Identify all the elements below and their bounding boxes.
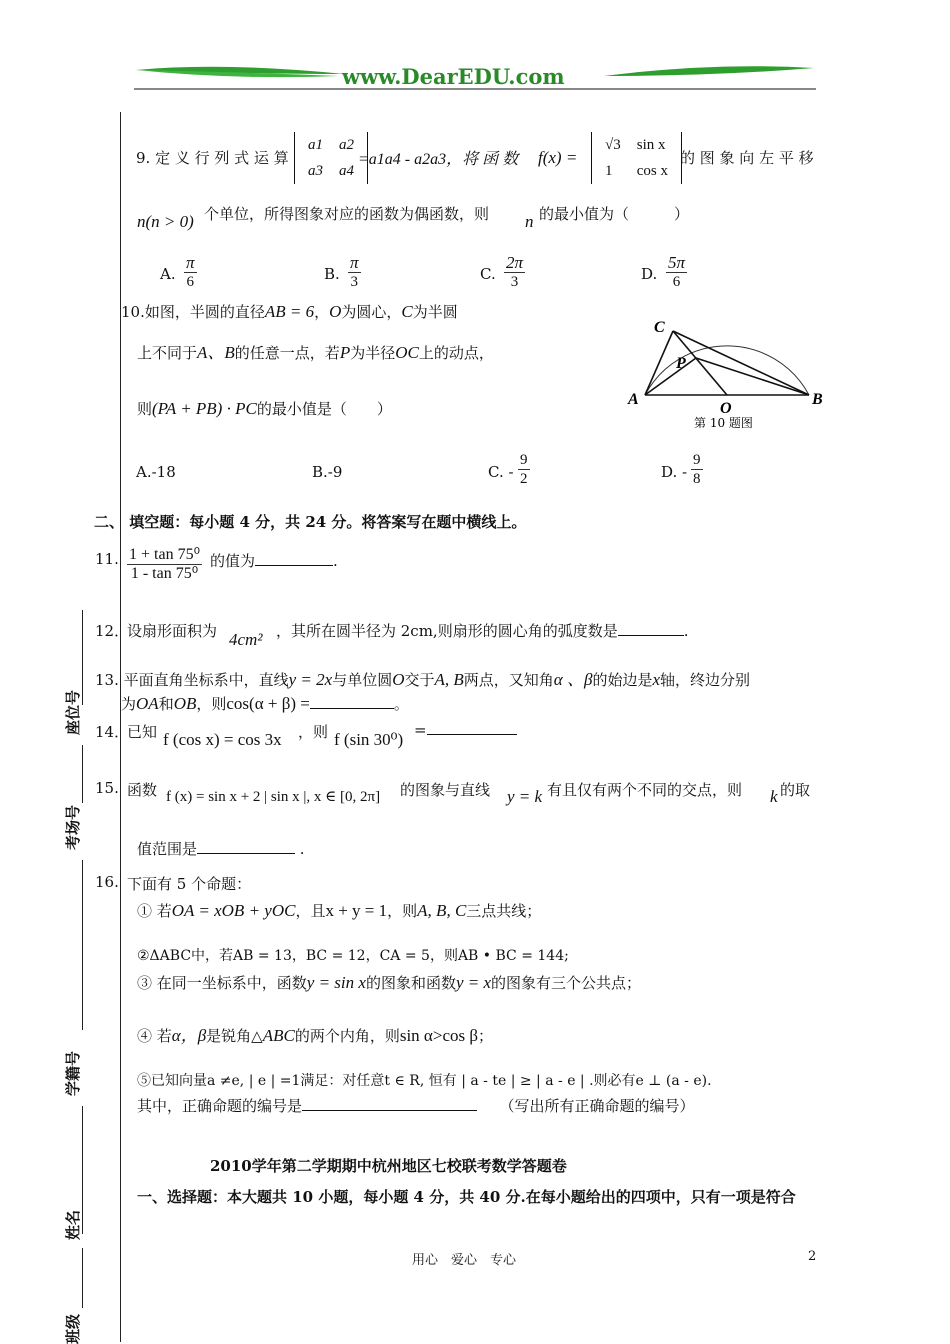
q12-text-b [276, 620, 689, 641]
math: x + y = 1 [325, 901, 388, 920]
math: sin α [399, 1026, 433, 1045]
q16-statement-4 [137, 1021, 493, 1046]
math: α，β [171, 1026, 207, 1045]
text: 上不同于 [137, 344, 198, 362]
q9-option-b-frac [348, 254, 361, 291]
text: （写出所有正确命题的编号） [507, 1097, 695, 1115]
math: O [392, 670, 405, 689]
q9-determinant-def [294, 132, 368, 184]
q16-closing [137, 1095, 695, 1116]
q9-option-c-label: C. [480, 265, 496, 283]
text: . [299, 840, 305, 858]
q15-text-d: 的取 [780, 781, 811, 799]
label-o: O [720, 400, 732, 417]
exam-room-label: 考场号 [64, 804, 82, 850]
q9-option-b-label: B. [324, 265, 340, 283]
fdet-sqrt3: √3 [605, 137, 621, 153]
q10-line1 [121, 301, 458, 322]
frac-den: 1 - tan 75⁰ [130, 565, 199, 582]
q16-statement-5: ⑤已知向量a ≠e, | e | =1满足：对任意t ∈ R, 恒有 | a - te | ≥ | a - e | .则必有e ⊥ (a - e). [137, 1073, 712, 1089]
q14-math-1: f (cos x) = cos 3x [163, 730, 282, 749]
answer-sheet-title: 2010学年第二学期期中杭州地区七校联考数学答题卷 [210, 1157, 567, 1175]
q12-answer-blank[interactable] [618, 621, 684, 636]
text: ③ 在同一坐标系中，函数 [137, 974, 307, 992]
text: ① 若 [137, 902, 172, 920]
q14-answer-blank[interactable] [427, 720, 517, 735]
text: 与单位圆 [332, 671, 393, 689]
q12-number: 12． [95, 622, 130, 640]
math: A, B [434, 670, 464, 689]
text: 交于 [404, 671, 435, 689]
footer-slogan: 用心 爱心 专心 [412, 1253, 517, 1268]
q16-statement-2: ②ΔABC中，若AB = 13，BC = 12，CA = 5，则AB • BC = 144; [137, 948, 569, 964]
text: = [414, 721, 427, 739]
math: y = 2x [288, 670, 333, 689]
q9-prefix: 9. 定 义 行 列 式 运 算 [136, 149, 289, 167]
math-c: C [401, 302, 413, 321]
math-o: O [329, 302, 342, 321]
q16-number: 16. [95, 873, 119, 891]
text: ，则 [387, 902, 418, 920]
q9-det-table [294, 132, 368, 184]
frac-den: 2 [520, 471, 528, 487]
q12-area: 4cm² [229, 630, 263, 649]
text: ④ 若 [137, 1027, 172, 1045]
q11-fraction [127, 546, 202, 583]
frac-num: 2π [506, 253, 524, 272]
math-ab: AB = 6 [264, 302, 315, 321]
text: 的值为 [210, 552, 256, 570]
q9-line2-text: 个单位，所得图象对应的函数为偶函数，则 [204, 205, 490, 223]
math: y = x [455, 973, 492, 992]
frac-num: 5π [668, 253, 686, 272]
label-c: C [654, 319, 665, 336]
q11-text [210, 550, 338, 571]
q16-statement-1 [137, 900, 541, 921]
label-a: A [628, 391, 639, 408]
q9-option-c-frac [504, 254, 525, 291]
q9-fx: f(x) = [538, 148, 578, 167]
q9-suffix: 的 图 象 向 左 平 移 [680, 149, 814, 167]
section-2-title: 二、 填空题：每小题 4 分，共 24 分。将答案写在题中横线上。 [94, 513, 527, 531]
q15-text-b: 的图象与直线 [400, 781, 491, 799]
q15-k: k [770, 787, 778, 806]
frac-num: 9 [520, 452, 528, 468]
q9-line2-end: 的最小值为（ ） [539, 205, 690, 223]
text: 则 [137, 400, 153, 418]
q9-option-a-frac [184, 254, 197, 291]
math-a-b: A、B [197, 343, 235, 362]
fdet-sinx: sin x [636, 137, 666, 153]
q14-text-b: ，则 [298, 723, 329, 741]
q14-text-a: 已知 [127, 723, 158, 741]
q10-option-c: C. - [488, 463, 514, 481]
frac-den: 3 [510, 274, 519, 290]
q10-option-a: A.-18 [136, 463, 176, 481]
text: . [333, 552, 338, 570]
det-a1: a1 [308, 137, 323, 153]
q11-number: 11. [95, 550, 119, 568]
q9-n-condition: n(n > 0) [137, 212, 194, 231]
math: y = sin x [306, 973, 366, 992]
math: cos β [442, 1026, 478, 1045]
fdet-cosx: cos x [636, 163, 668, 179]
det-a4: a4 [339, 163, 354, 179]
math: ABC [262, 1026, 295, 1045]
math: A, B, C [417, 901, 467, 920]
text: 值范围是 [137, 840, 198, 858]
text: 13. 平面直角坐标系中，直线 [95, 671, 289, 689]
text: ，则 [196, 695, 227, 713]
q10-option-c-frac [518, 451, 530, 488]
q11-answer-blank[interactable] [255, 551, 333, 566]
text: 轴，终边分别 [660, 671, 751, 689]
q10-line2 [137, 338, 494, 363]
text: 。 [393, 695, 409, 713]
q15-number: 15. [95, 779, 119, 797]
math: cos(α + β) = [226, 694, 310, 713]
q15-line: y = k [507, 787, 543, 806]
text: ， [314, 303, 330, 321]
q14-math-2: f (sin 30⁰) [334, 730, 404, 749]
name-label: 姓名 [64, 1209, 82, 1240]
q12-text-a: 设扇形面积为 [127, 622, 218, 640]
q16-statement-3 [137, 972, 641, 993]
math: x [652, 670, 660, 689]
header-logo-text: www.DearEDU.com [342, 64, 565, 89]
q10-option-d-frac [691, 451, 703, 488]
q9-fdet-table [591, 132, 682, 184]
q13-line1 [95, 665, 750, 690]
q9-eq-text: =a1a4 - a2a3，将 函 数 [358, 151, 519, 168]
text: ； [478, 1027, 494, 1045]
room-blank [82, 745, 83, 803]
q16-answer-blank[interactable] [302, 1096, 477, 1111]
text: ，其所在圆半径为 2cm,则扇形的圆心角的弧度数是 [276, 622, 618, 640]
text: 的任意一点，若 [234, 344, 340, 362]
frac-num: π [350, 253, 359, 272]
q9-function-det [591, 132, 682, 184]
q10-semicircle-figure [620, 300, 830, 435]
math: OB [173, 694, 197, 713]
class-blank [82, 1248, 83, 1308]
q14-number: 14． [95, 723, 130, 741]
frac-den: 6 [672, 274, 681, 290]
q13-line2 [121, 693, 409, 714]
text: 和 [158, 695, 174, 713]
q9-option-a-label: A. [160, 265, 176, 283]
text: 为 [121, 695, 137, 713]
q15-answer-blank[interactable] [197, 839, 295, 854]
text: 是锐角△ [206, 1027, 263, 1045]
text: 三点共线； [466, 902, 542, 920]
q10-option-b: B.-9 [312, 463, 343, 481]
text: 10.如图，半圆的直径 [121, 303, 265, 321]
det-a2: a2 [339, 137, 354, 153]
text: 为圆心， [341, 303, 402, 321]
text: 为半圆 [412, 303, 458, 321]
det-a3: a3 [308, 163, 323, 179]
frac-den: 6 [186, 274, 195, 290]
text: 的图象和函数 [365, 974, 456, 992]
seat-number-label: 座位号 [64, 689, 82, 735]
segment-pb [696, 358, 809, 395]
q15-function: f (x) = sin x + 2 | sin x |, x ∈ [0, 2π] [166, 789, 381, 805]
student-id-blank [82, 860, 83, 1030]
text: . [683, 622, 689, 640]
text: 其中，正确命题的编号是 [137, 1097, 303, 1115]
frac-num: 9 [693, 452, 701, 468]
q9-option-d-frac [666, 254, 687, 291]
answer-sheet-section-1: 一、选择题：本大题共 10 小题，每小题 4 分，共 40 分.在每小题给出的四项中，只有一项是符合 [137, 1188, 796, 1206]
q13-answer-blank[interactable] [310, 694, 394, 709]
fdet-one: 1 [605, 163, 613, 179]
math-vector-expr: (PA + PB) · PC [152, 399, 257, 418]
q10-option-d: D. - [661, 463, 688, 481]
frac-den: 3 [350, 274, 359, 290]
math: α 、β [553, 670, 593, 689]
text: 的图象有三个公共点； [491, 974, 642, 992]
q9-n: n [525, 212, 534, 231]
frac-den: 8 [693, 471, 701, 487]
segment-cb [673, 331, 809, 395]
math-oc: OC [395, 343, 419, 362]
label-b: B [812, 391, 823, 408]
text: 两点，又知角 [463, 671, 554, 689]
frac-num: 1 + tan 75⁰ [129, 546, 200, 563]
text: ，且 [295, 902, 326, 920]
math: > [432, 1026, 443, 1045]
math: OA = xOB + yOC [171, 901, 296, 920]
q9-option-d-label: D. [641, 265, 658, 283]
text: 的两个内角，则 [294, 1027, 400, 1045]
q15-line2 [137, 838, 305, 859]
q15-text-c: 有且仅有两个不同的交点，则 [547, 781, 743, 799]
q14-eq [414, 720, 517, 739]
student-id-label: 学籍号 [64, 1050, 82, 1096]
q10-line3 [137, 398, 392, 419]
page-number: 2 [808, 1249, 817, 1264]
text: 为半径 [350, 344, 396, 362]
text: 的最小值是（ ） [256, 400, 392, 418]
math-p: P [339, 343, 351, 362]
q16-intro: 下面有 5 个命题： [127, 875, 252, 893]
text: 上的动点， [418, 344, 494, 362]
q15-text-a: 函数 [127, 781, 158, 799]
figure-caption: 第 10 题图 [694, 416, 753, 430]
class-label: 班级 [64, 1313, 82, 1344]
right-leaf-swoosh [604, 66, 814, 76]
label-p: P [676, 355, 686, 372]
math: OA [136, 694, 159, 713]
text: 的始边是 [592, 671, 653, 689]
frac-num: π [186, 253, 195, 272]
